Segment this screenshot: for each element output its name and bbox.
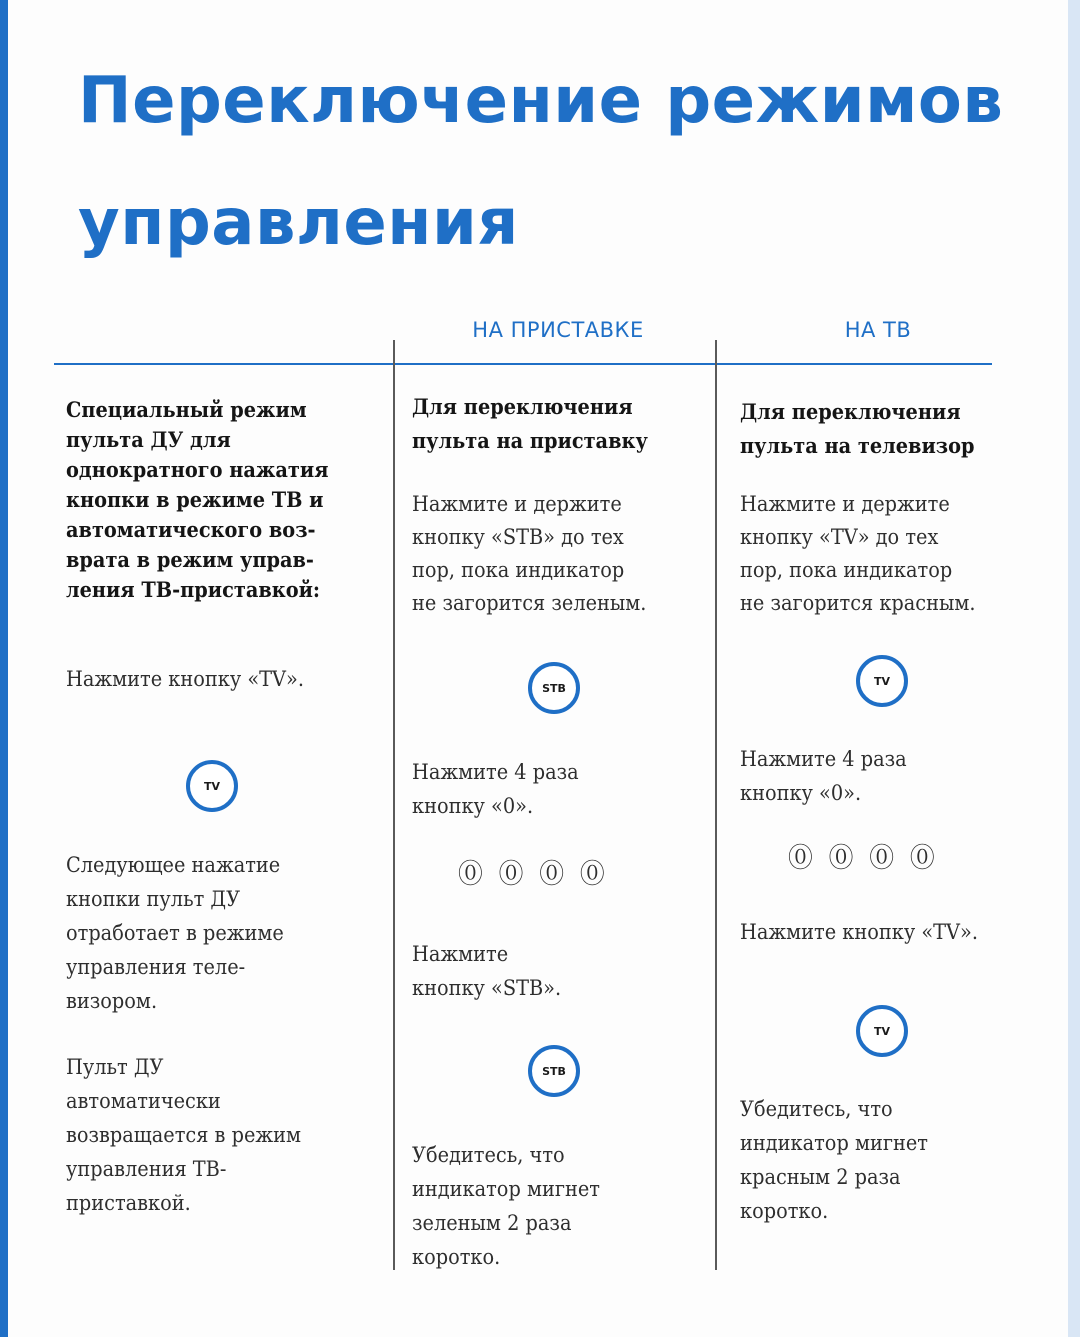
col2-step2-text: Нажмите 4 раза кнопку «0». (412, 760, 579, 818)
header-divider (54, 363, 992, 365)
column-header-stb: НА ПРИСТАВКЕ (472, 318, 644, 342)
column-header-tv: НА ТВ (844, 318, 912, 342)
stb-button-icon (528, 1045, 580, 1097)
col2-step1-text: Нажмите и держите кнопку «STB» до тех пор, пока индикатор не загорится зеленым. (412, 492, 647, 615)
column-divider-1 (393, 340, 395, 1270)
left-edge-accent (0, 0, 8, 1337)
col1-step1-text: Нажмите кнопку «TV». (66, 667, 304, 691)
tv-button-label: TV (203, 779, 221, 793)
col2-step4-text: Убедитесь, что индикатор мигнет зеленым 2 раза коротко. (412, 1143, 600, 1269)
tv-button-icon (856, 1005, 908, 1057)
col2-heading: Для переключения пульта на приставку (412, 394, 648, 453)
stb-button-label: STB (542, 1064, 566, 1078)
col3-step4-text: Убедитесь, что индикатор мигнет красным 2 раза коротко. (740, 1097, 928, 1223)
right-edge-accent (1068, 0, 1080, 1337)
col1-step3-text: Пульт ДУ автоматически возвращается в режим управления ТВ- приставкой. (66, 1055, 302, 1215)
col3-step3-text: Нажмите кнопку «TV». (740, 920, 978, 944)
stb-button-icon (528, 662, 580, 714)
col2-step3-text: Нажмите кнопку «STB». (412, 942, 562, 1000)
col1-heading: Специальный режим пульта ДУ для однократного нажатия кнопки в режиме ТВ и автоматического воз- врата в режим управ- ления ТВ-приставкой: (66, 397, 329, 602)
col3-step2-text: Нажмите 4 раза кнопку «0». (740, 747, 907, 805)
tv-button-label: TV (873, 674, 891, 688)
zero-button-icons: ⓪ ⓪ ⓪ ⓪ (788, 843, 935, 874)
page-title: Переключение режимов управления (78, 64, 1004, 260)
column-divider-2 (715, 340, 717, 1270)
col1-step2-text: Следующее нажатие кнопки пульт ДУ отработает в режиме управления теле- визором. (66, 853, 284, 1013)
col3-heading: Для переключения пульта на телевизор (740, 399, 975, 458)
col3-step1-text: Нажмите и держите кнопку «TV» до тех пор, пока индикатор не загорится красным. (740, 492, 976, 615)
tv-button-icon (856, 655, 908, 707)
stb-button-label: STB (542, 681, 566, 695)
zero-button-icons: ⓪ ⓪ ⓪ ⓪ (458, 859, 605, 890)
tv-button-icon (186, 760, 238, 812)
tv-button-label: TV (873, 1024, 891, 1038)
